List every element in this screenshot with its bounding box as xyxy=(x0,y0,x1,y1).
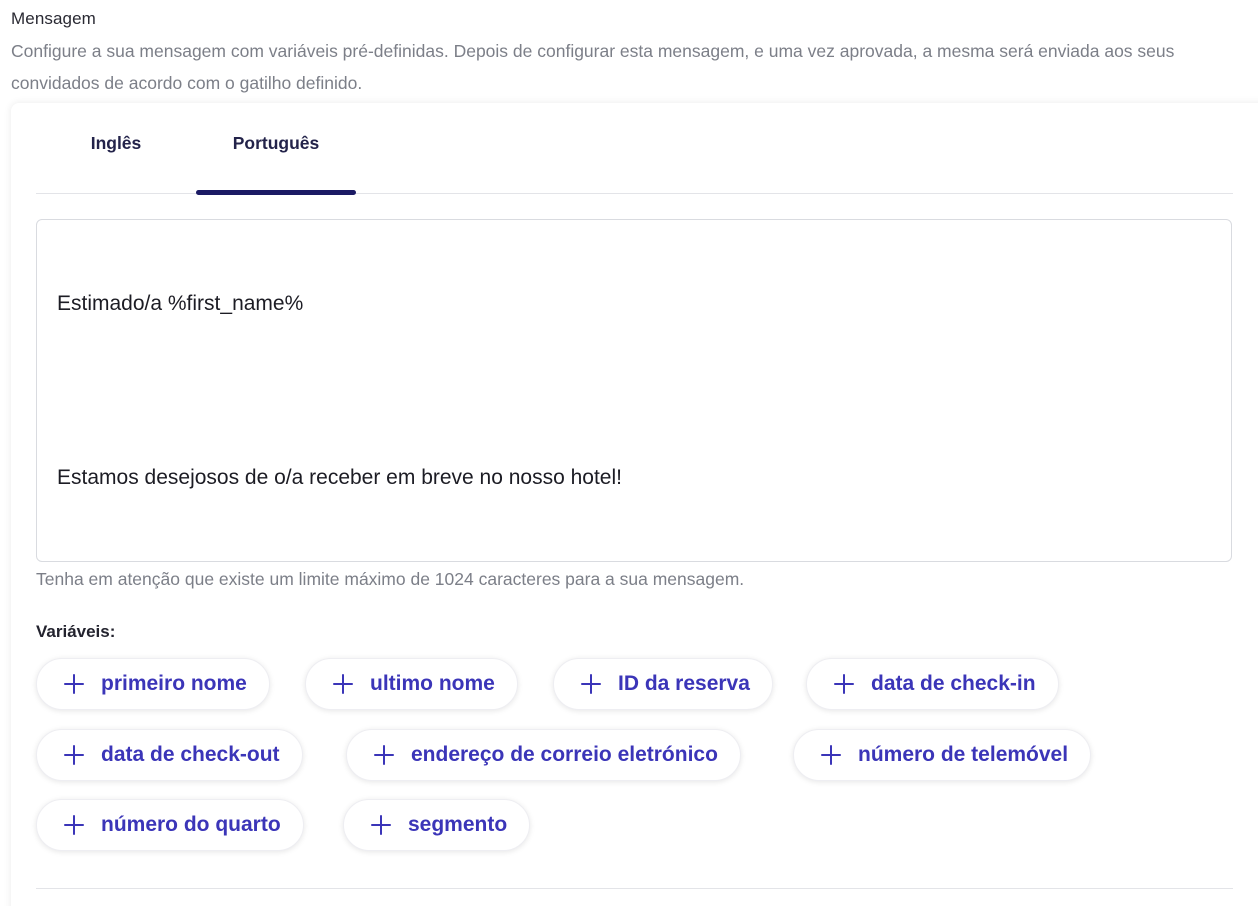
chip-label: data de check-in xyxy=(871,672,1036,695)
plus-icon xyxy=(63,744,85,766)
plus-icon xyxy=(820,744,842,766)
chip-label: número do quarto xyxy=(101,813,281,836)
variable-chip-first-name[interactable] xyxy=(36,658,270,710)
chip-label: data de check-out xyxy=(101,743,280,766)
message-line xyxy=(57,376,1211,405)
character-limit-note: Tenha em atenção que existe um limite máximo de 1024 caracteres para a sua mensagem. xyxy=(36,569,745,589)
chip-label: ultimo nome xyxy=(370,672,495,695)
message-card xyxy=(11,103,1258,906)
tab-portuguese[interactable]: Português xyxy=(196,103,356,193)
tab-english[interactable]: Inglês xyxy=(90,132,142,153)
variable-chip-room-number[interactable] xyxy=(36,799,304,851)
message-line: Estamos desejosos de o/a receber em breve no nosso hotel! xyxy=(57,466,622,489)
section-description: Configure a sua mensagem com variáveis pré-definidas. Depois de configurar esta mensagem, e uma vez aprovada, a mesma será enviada aos seus convidados de acordo com o gatilho definido. xyxy=(11,41,1175,93)
message-textarea[interactable] xyxy=(36,219,1232,562)
language-tabs xyxy=(36,103,1233,194)
variable-chip-booking-id[interactable] xyxy=(553,658,773,710)
plus-icon xyxy=(370,814,392,836)
plus-icon xyxy=(332,673,354,695)
divider xyxy=(36,888,1233,889)
variable-chip-last-name[interactable] xyxy=(305,658,518,710)
section-title: Mensagem xyxy=(11,9,96,28)
chip-label: ID da reserva xyxy=(618,672,750,695)
chip-label: primeiro nome xyxy=(101,672,247,695)
plus-icon xyxy=(373,744,395,766)
chip-label: segmento xyxy=(408,813,508,836)
chip-label: endereço de correio eletrónico xyxy=(411,743,718,766)
variable-chip-mobile-number[interactable] xyxy=(793,729,1091,781)
variable-chip-check-in-date[interactable] xyxy=(806,658,1059,710)
plus-icon xyxy=(580,673,602,695)
plus-icon xyxy=(63,814,85,836)
chip-label: número de telemóvel xyxy=(858,743,1069,766)
message-line xyxy=(57,550,1211,562)
plus-icon xyxy=(63,673,85,695)
message-line: Estimado/a %first_name% xyxy=(57,292,304,315)
variable-chip-segment[interactable] xyxy=(343,799,530,851)
plus-icon xyxy=(833,673,855,695)
variables-label: Variáveis: xyxy=(36,622,116,641)
variable-chip-email[interactable] xyxy=(346,729,741,781)
variable-chip-check-out-date[interactable] xyxy=(36,729,303,781)
